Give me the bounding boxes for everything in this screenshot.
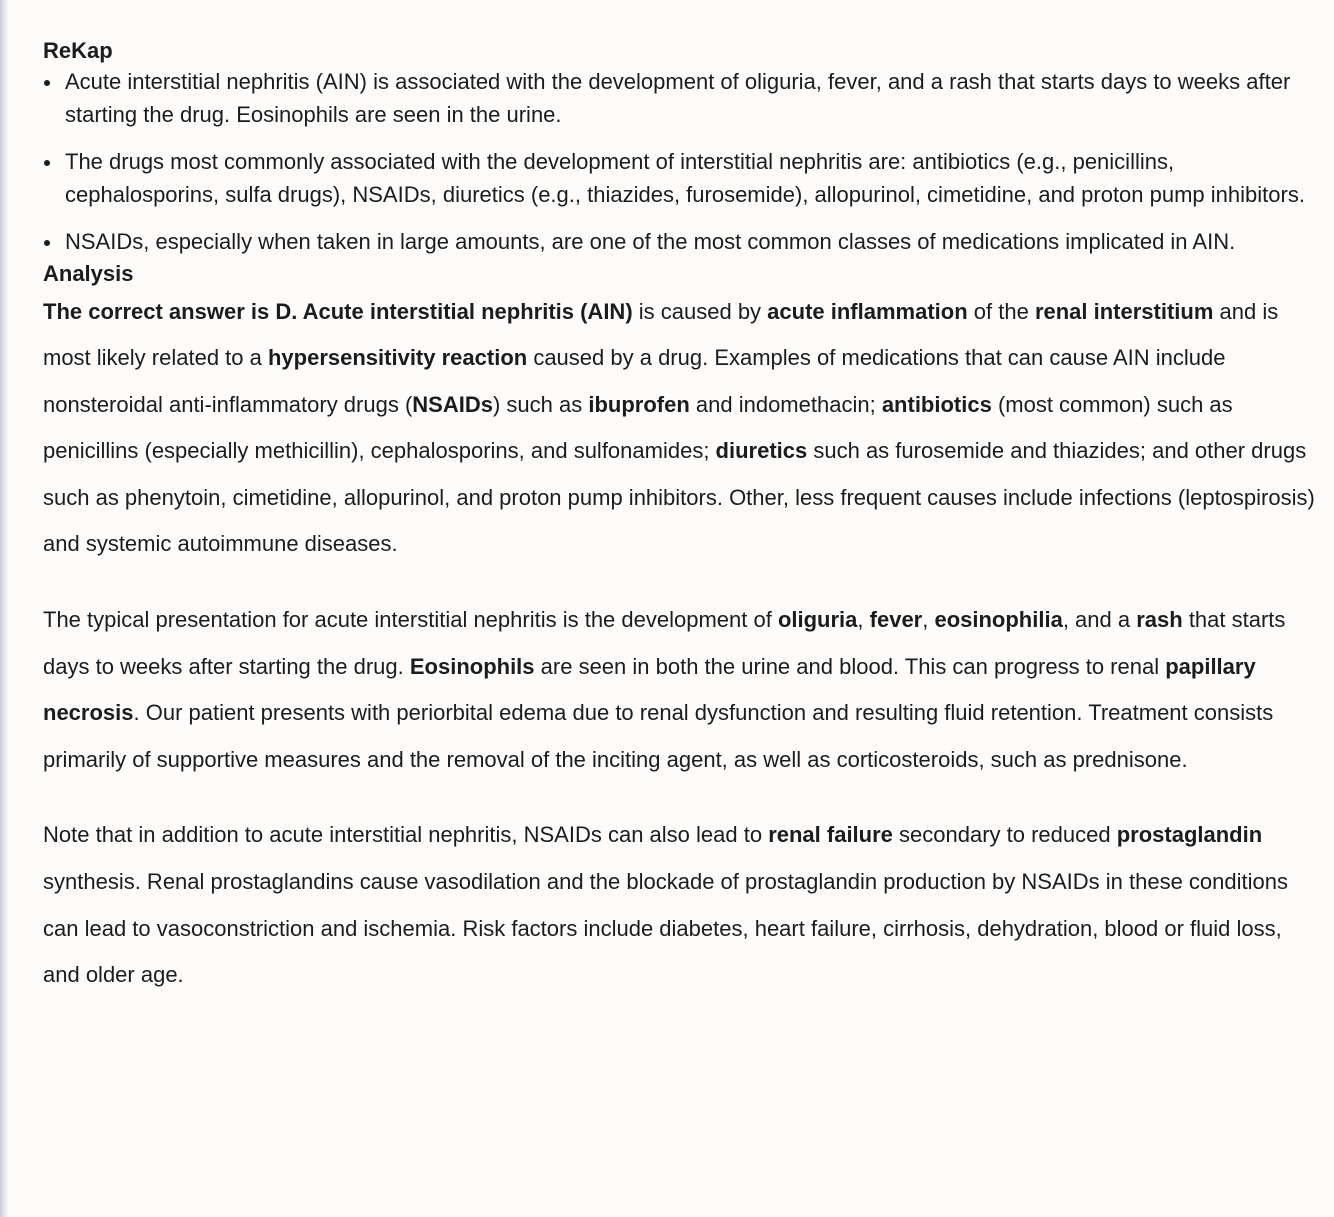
rekap-heading: ReKap [43, 38, 113, 63]
rekap-bullet: NSAIDs, especially when taken in large amounts, are one of the most common classes of medications implicated in AIN. [43, 226, 1323, 259]
text-run: is caused by [632, 298, 768, 324]
analysis-paragraph-cause [43, 289, 1323, 569]
text-run: ) such as [492, 391, 589, 417]
bold-term: fever [869, 607, 923, 633]
bold-term: antibiotics [881, 391, 992, 417]
window-left-edge [0, 0, 8, 1217]
analysis-paragraph-nsaid-note [43, 812, 1323, 998]
bold-term: papillary necrosis [43, 653, 1256, 726]
bold-term: Eosinophils [409, 653, 535, 679]
text-run: and is most likely related to a [43, 298, 1279, 371]
text-run: are seen in both the urine and blood. This can progress to renal [534, 653, 1166, 679]
text-run: The typical presentation for acute interstitial nephritis is the development of [43, 607, 778, 633]
bold-term: prostaglandin [1116, 822, 1263, 848]
text-run: and indomethacin; [689, 391, 882, 417]
bold-term: renal failure [768, 822, 893, 848]
bold-term: ibuprofen [588, 391, 690, 417]
text-run: caused by a drug. Examples of medications that can cause AIN include nonsteroidal anti-inflammatory drugs ( [43, 345, 1226, 417]
text-run: synthesis. Renal prostaglandins cause vasodilation and the blockade of prostaglandin production by NSAIDs in these conditions can lead to vasoconstriction and ischemia. Risk factors include diabetes, heart failure, cirrhosis, dehydration, blood or fluid loss, and older age. [43, 869, 1288, 988]
text-run: . Our patient presents with periorbital edema due to renal dysfunction and resulting fluid retention. Treatment consists primarily of supportive measures and the removal of the inciting agent, as well as corticosteroids, such as prednisone. [43, 700, 1274, 772]
rekap-bullet: The drugs most commonly associated with the development of interstitial nephritis are: antibiotics (e.g., penicillins, cephalosporins, sulfa drugs), NSAIDs, diuretics (e.g., thiazides, furosemide), allopurinol, cimetidine, and proton pump inhibitors. [43, 146, 1323, 211]
explanation-content [43, 36, 1323, 1028]
rekap-bullet: Acute interstitial nephritis (AIN) is associated with the development of oliguria, fever, and a rash that starts days to weeks after starting the drug. Eosinophils are seen in the urine. [43, 66, 1323, 131]
text-run: of the [967, 298, 1035, 324]
bold-term: hypersensitivity reaction [267, 345, 528, 371]
bold-term: diuretics [715, 438, 808, 464]
bold-term: renal interstitium [1034, 298, 1214, 324]
text-run: (most common) such as penicillins (especially methicillin), cephalosporins, and sulfonamides; [43, 391, 1233, 464]
bold-term: oliguria [777, 607, 858, 633]
bold-term: acute inflammation [767, 298, 968, 324]
analysis-paragraph-presentation [43, 597, 1323, 783]
text-run: that starts days to weeks after starting the drug. [43, 607, 1286, 679]
text-run: secondary to reduced [892, 822, 1117, 848]
bold-term: eosinophilia [934, 607, 1063, 633]
analysis-heading: Analysis [43, 260, 134, 286]
correct-answer-statement: The correct answer is D. Acute interstitial nephritis (AIN) [43, 298, 633, 324]
bold-term: NSAIDs [412, 391, 493, 417]
text-run: , [922, 607, 935, 633]
text-run: , [857, 607, 870, 633]
text-run: such as furosemide and thiazides; and other drugs such as phenytoin, cimetidine, allopurinol, and proton pump inhibitors. Other, less frequent causes include infections (leptospirosis) and systemic autoimmune diseases. [43, 438, 1315, 557]
text-run: , and a [1062, 607, 1137, 633]
rekap-list [43, 66, 1323, 259]
bold-term: rash [1136, 607, 1183, 633]
text-run: Note that in addition to acute interstitial nephritis, NSAIDs can also lead to [43, 822, 769, 848]
